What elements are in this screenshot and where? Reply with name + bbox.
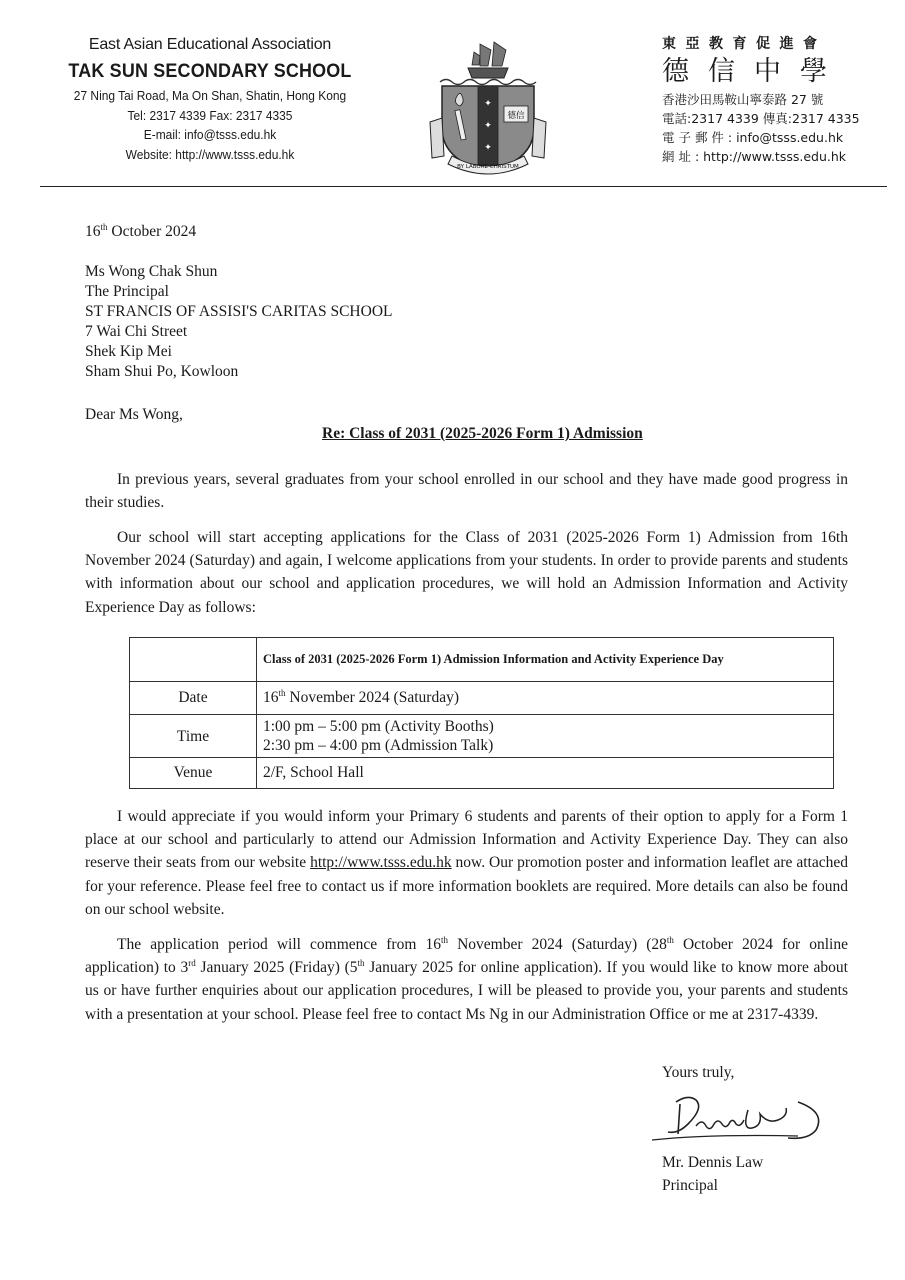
svg-text:✦: ✦ (484, 99, 492, 109)
event-details-table (129, 637, 834, 789)
school-address-cn: 香港沙田馬鞍山寧泰路 27 號 (662, 92, 824, 107)
recipient-title: The Principal (85, 283, 169, 300)
school-address: 27 Ning Tai Road, Ma On Shan, Shatin, Hong Kong (73, 88, 347, 103)
school-tel-fax: Tel: 2317 4339 Fax: 2317 4335 (127, 107, 293, 123)
table-header: Class of 2031 (2025-2026 Form 1) Admission Information and Activity Experience Day (257, 638, 834, 682)
recipient-name: Ms Wong Chak Shun (85, 263, 218, 280)
paragraph-2: Our school will start accepting applications for the Class of 2031 (2025-2026 Form 1) Admission from 16th November 2024 (Saturday) and again, I welcome applications from your students. In order to provide parents and students with information about our school and application procedures, we will hold an Admission Information and Activity Experience Day as follows: (85, 529, 848, 616)
letterhead-divider (40, 186, 887, 187)
letterhead-chinese (662, 34, 877, 166)
school-tel-fax-cn: 電話:2317 4339 傳真:2317 4335 (662, 111, 860, 126)
recipient-district: Sham Shui Po, Kowloon (85, 363, 239, 380)
signer-title: Principal (662, 1177, 718, 1194)
school-website-cn: 網 址 : http://www.tsss.edu.hk (662, 149, 847, 164)
school-email: E-mail: info@tsss.edu.hk (143, 127, 277, 142)
letter-subject: Re: Class of 2031 (2025-2026 Form 1) Admission (322, 425, 643, 442)
school-name-cn: 德信中學 (662, 56, 846, 87)
paragraph-4: The application period will commence from 16th November 2024 (Saturday) (28th October 2024 for online application) to 3rd January 2025 (Friday) (5th January 2025 for online application). If you would like to know more about us or have further enquiries about our application procedures, I will be pleased to provide you, your parents and students with a presentation at your school. Please feel free to contact Ms Ng in our Administration Office or me at 2317-4339. (85, 935, 848, 1023)
date-label: Date (130, 682, 257, 715)
time-label: Time (130, 715, 257, 758)
venue-label: Venue (130, 758, 257, 789)
svg-text:✦: ✦ (484, 143, 492, 153)
venue-value: 2/F, School Hall (257, 758, 834, 789)
school-crest-logo (428, 38, 548, 178)
closing: Yours truly, (662, 1064, 735, 1081)
svg-text:✦: ✦ (484, 121, 492, 131)
signature-image (648, 1090, 833, 1150)
letterhead-english (55, 34, 365, 164)
table-row (130, 715, 834, 758)
paragraph-1: In previous years, several graduates from your school enrolled in our school and they have made good progress in their studies. (85, 471, 848, 512)
svg-text:BY LABORE CHRISTUM: BY LABORE CHRISTUM (457, 164, 519, 170)
school-name: TAK SUN SECONDARY SCHOOL (68, 60, 352, 82)
school-email-cn: 電 子 郵 件 : info@tsss.edu.hk (662, 130, 844, 145)
recipient-area: Shek Kip Mei (85, 343, 172, 360)
junk-boat-icon (468, 42, 508, 78)
school-website-link[interactable]: http://www.tsss.edu.hk (310, 854, 452, 872)
signer-name: Mr. Dennis Law (662, 1154, 764, 1171)
table-row (130, 758, 834, 789)
time-value: 1:00 pm – 5:00 pm (Activity Booths) 2:30 pm – 4:00 pm (Admission Talk) (257, 715, 834, 758)
association-name: East Asian Educational Association (88, 36, 332, 53)
paragraph-3: I would appreciate if you would inform your Primary 6 students and parents of their option to apply for a Form 1 place at our school and particularly to attend our Admission Information and Activity Experience Day. They can also reserve their seats from our website http://www.tsss.edu.hk now. Our promotion poster and information leaflet are attached for your reference. Please feel free to contact us if more information booklets are required. More details can also be found on our school website. (85, 808, 848, 918)
table-row (130, 638, 834, 682)
school-website: Website: http://www.tsss.edu.hk (125, 146, 295, 162)
letter-date: 16th October 2024 (85, 222, 197, 240)
association-name-cn: 東亞教育促進會 (662, 36, 827, 52)
recipient-school: ST FRANCIS OF ASSISI'S CARITAS SCHOOL (85, 303, 393, 320)
salutation: Dear Ms Wong, (85, 406, 183, 423)
svg-text:德信: 德信 (507, 111, 525, 121)
date-value: 16th November 2024 (Saturday) (257, 682, 834, 715)
table-row (130, 682, 834, 715)
recipient-street: 7 Wai Chi Street (85, 323, 188, 340)
